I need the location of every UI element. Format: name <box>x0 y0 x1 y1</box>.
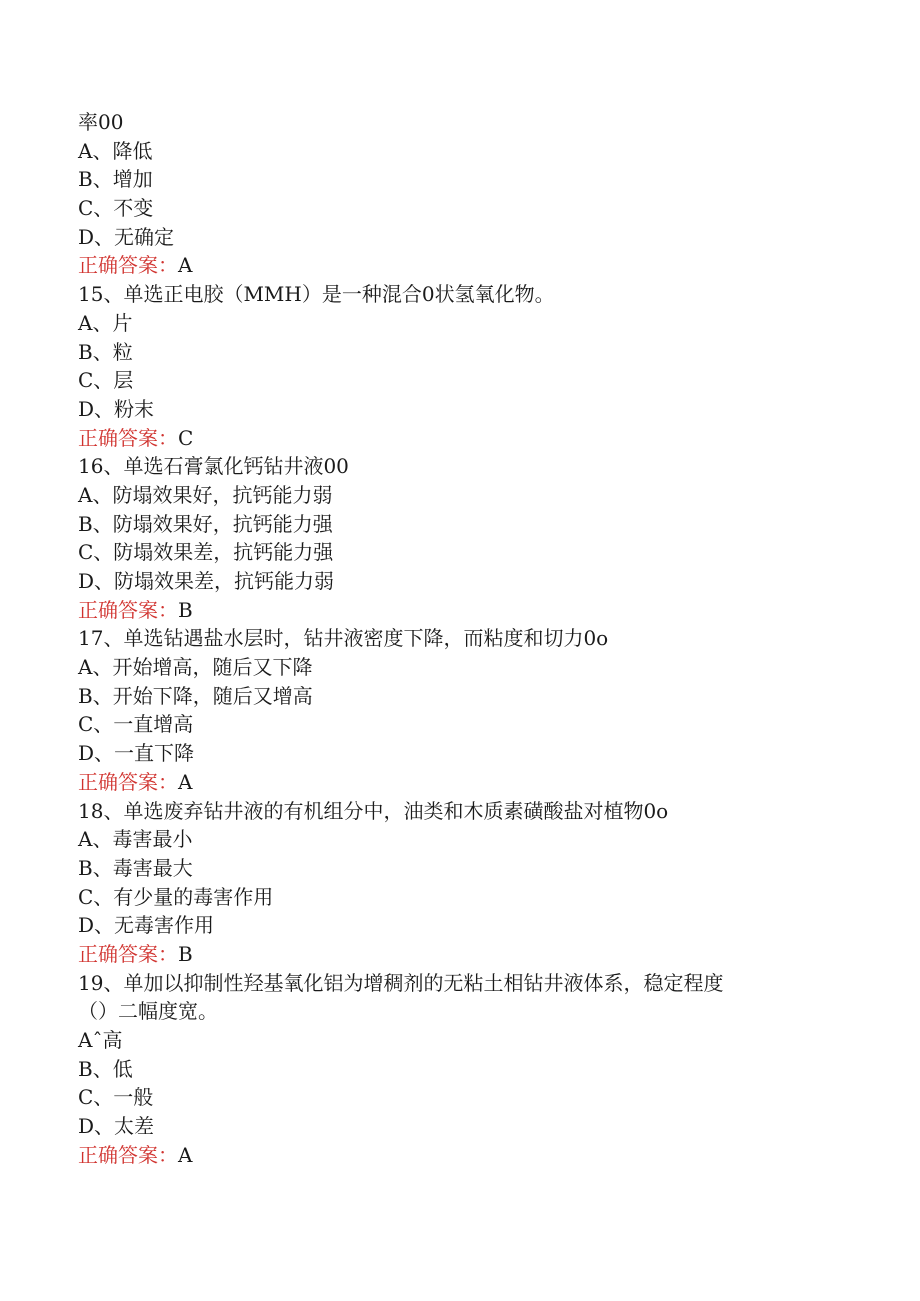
answer-label: 正确答案： <box>78 253 178 278</box>
answer-value: A <box>178 769 193 794</box>
question-stem: 16、单选石膏氯化钙钻井液00 <box>78 454 349 479</box>
option-b: B、低 <box>78 1056 133 1081</box>
question-stem-continuation: （）二幅度宽。 <box>78 999 218 1024</box>
option-c: C、一直增高 <box>78 712 194 737</box>
answer-value: B <box>178 597 193 622</box>
answer-label: 正确答案： <box>78 597 178 622</box>
option-a: A、防塌效果好，抗钙能力弱 <box>78 482 333 507</box>
option-c: C、层 <box>78 368 134 393</box>
option-b: B、毒害最大 <box>78 855 193 880</box>
document-page <box>78 108 878 1169</box>
option-d: D、无确定 <box>78 224 175 249</box>
correct-answer <box>78 940 878 969</box>
question-stem: 19、单加以抑制性羟基氧化铝为增稠剂的无粘土相钻井液体系，稳定程度 <box>78 970 724 995</box>
option-c: C、不变 <box>78 196 154 221</box>
option-b: B、增加 <box>78 167 153 192</box>
option-d: D、太差 <box>78 1114 155 1139</box>
question-stem-tail: 率00 <box>78 110 124 134</box>
option-a: A、片 <box>78 310 133 335</box>
answer-value: A <box>178 253 193 278</box>
option-c: C、一般 <box>78 1085 154 1110</box>
correct-answer <box>78 251 878 280</box>
option-d: D、粉末 <box>78 396 155 421</box>
option-a: A、降低 <box>78 138 153 163</box>
option-c: C、防塌效果差，抗钙能力强 <box>78 540 334 565</box>
answer-label: 正确答案： <box>78 769 178 794</box>
option-d: D、一直下降 <box>78 741 195 766</box>
option-a: Aˆ高 <box>78 1028 123 1052</box>
correct-answer <box>78 424 878 453</box>
answer-value: B <box>178 941 193 966</box>
answer-value: C <box>178 425 194 450</box>
answer-label: 正确答案： <box>78 425 178 450</box>
option-b: B、开始下降，随后又增高 <box>78 683 313 708</box>
answer-label: 正确答案： <box>78 941 178 966</box>
option-a: A、开始增高，随后又下降 <box>78 655 313 680</box>
option-d: D、防塌效果差，抗钙能力弱 <box>78 569 335 593</box>
option-b: B、防塌效果好，抗钙能力强 <box>78 511 333 536</box>
answer-label: 正确答案： <box>78 1142 178 1167</box>
question-stem: 17、单选钻遇盐水层时，钻井液密度下降，而粘度和切力0o <box>78 626 609 651</box>
question-stem: 15、单选正电胶（MMH）是一种混合0状氢氧化物。 <box>78 282 555 307</box>
question-stem: 18、单选废弃钻井液的有机组分中，油类和木质素磺酸盐对植物0o <box>78 798 669 823</box>
option-a: A、毒害最小 <box>78 827 193 852</box>
option-b: B、粒 <box>78 339 133 364</box>
option-d: D、无毒害作用 <box>78 913 215 938</box>
option-c: C、有少量的毒害作用 <box>78 884 274 909</box>
answer-value: A <box>178 1142 193 1167</box>
correct-answer <box>78 1141 878 1170</box>
correct-answer <box>78 768 878 797</box>
correct-answer <box>78 596 878 625</box>
